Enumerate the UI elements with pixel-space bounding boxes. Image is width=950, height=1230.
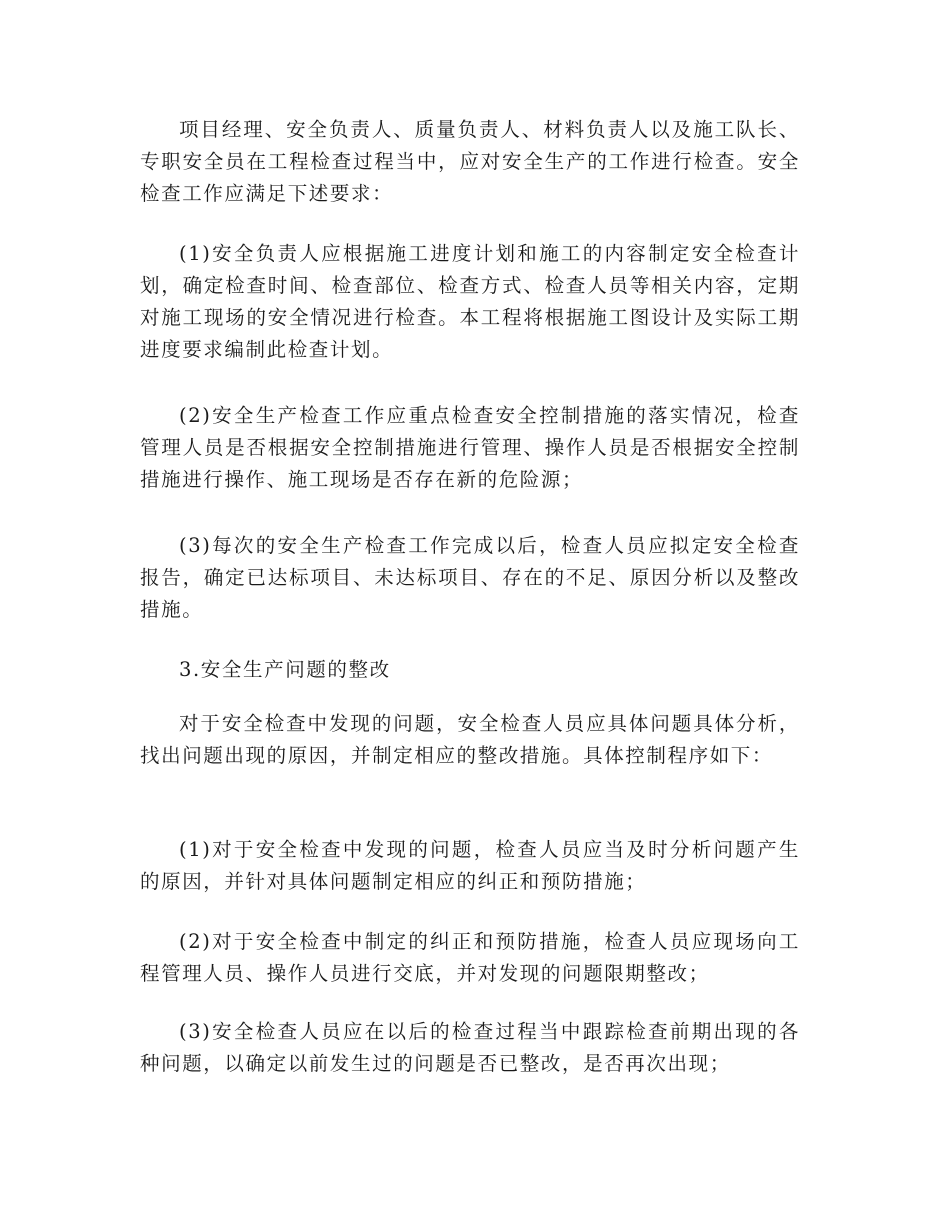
paragraph-item-1-plan: (1)安全负责人应根据施工进度计划和施工的内容制定安全检查计划，确定检查时间、检查部位、检查方式、检查人员等相关内容，定期对施工现场的安全情况进行检查。本工程将根据施工图设计及实际工期进度要求编制此检查计划。 <box>140 242 800 361</box>
section-heading-rectification: 3.安全生产问题的整改 <box>179 658 391 681</box>
paragraph-rectification-item-1: (1)对于安全检查中发现的问题，检查人员应当及时分析问题产生的原因，并针对具体问题制定相应的纠正和预防措施； <box>140 838 800 893</box>
paragraph-rectification-item-2: (2)对于安全检查中制定的纠正和预防措施，检查人员应现场向工程管理人员、操作人员进行交底，并对发现的问题限期整改； <box>140 930 800 985</box>
paragraph-rectification-intro: 对于安全检查中发现的问题，安全检查人员应具体问题具体分析，找出问题出现的原因，并制定相应的整改措施。具体控制程序如下： <box>140 712 800 767</box>
paragraph-item-3-report: (3)每次的安全生产检查工作完成以后，检查人员应拟定安全检查报告，确定已达标项目、未达标项目、存在的不足、原因分析以及整改措施。 <box>140 534 800 621</box>
paragraph-rectification-item-3: (3)安全检查人员应在以后的检查过程当中跟踪检查前期出现的各种问题，以确定以前发生过的问题是否已整改，是否再次出现； <box>140 1020 800 1075</box>
paragraph-item-2-focus: (2)安全生产检查工作应重点检查安全控制措施的落实情况，检查管理人员是否根据安全控制措施进行管理、操作人员是否根据安全控制措施进行操作、施工现场是否存在新的危险源； <box>140 404 800 491</box>
paragraph-inspection-intro: 项目经理、安全负责人、质量负责人、材料负责人以及施工队长、专职安全员在工程检查过程当中，应对安全生产的工作进行检查。安全检查工作应满足下述要求： <box>140 118 800 205</box>
